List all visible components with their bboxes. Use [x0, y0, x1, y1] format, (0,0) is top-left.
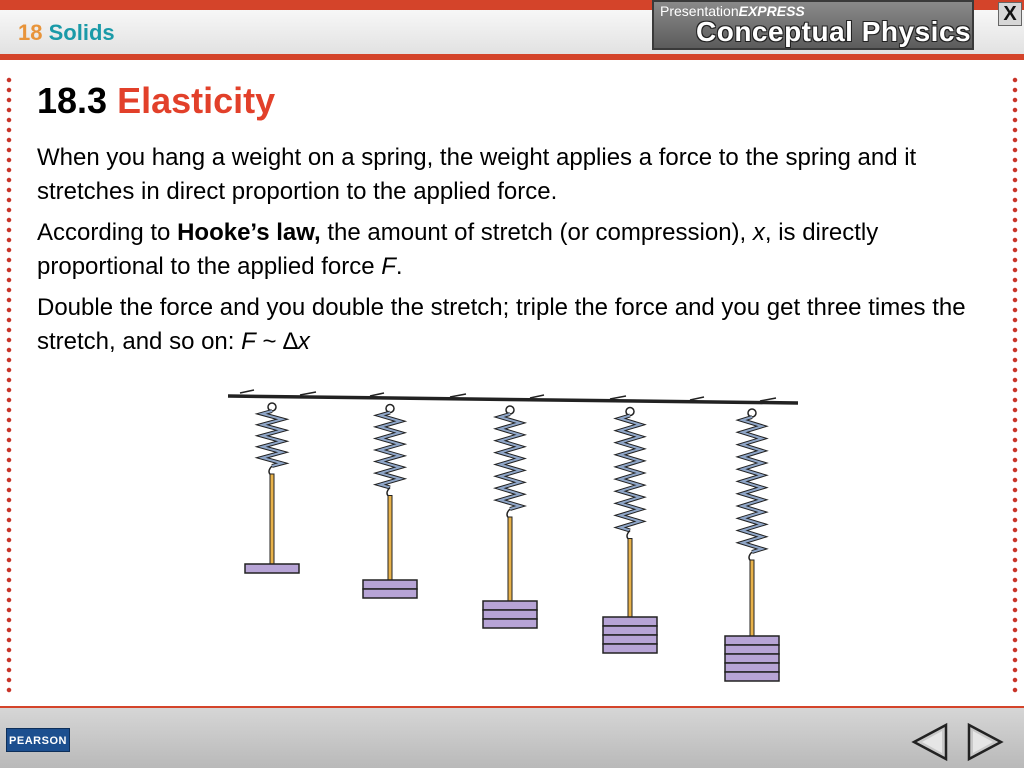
p2-text-b: the amount of stretch (or compression),: [320, 219, 753, 246]
paragraph-1: When you hang a weight on a spring, the weight applies a force to the spring and it stretches in direct proportion to the applied force.: [37, 144, 917, 205]
next-slide-icon[interactable]: [965, 722, 1005, 762]
hanger-rod: [628, 539, 632, 618]
header-bottom-stripe: [0, 54, 1024, 60]
p2-text-d: .: [395, 253, 403, 280]
spring-coil: [500, 414, 520, 509]
weight-plate: [603, 617, 657, 626]
spring-assembly-4: [603, 408, 657, 654]
spring-assembly-1: [245, 403, 299, 573]
chapter-name: Solids: [48, 20, 115, 45]
brand-subtitle-bold: EXPRESS: [738, 3, 805, 19]
weight-plate: [725, 663, 779, 672]
brand-title: Conceptual Physics: [696, 16, 972, 47]
weight-plate: [245, 564, 299, 573]
pearson-logo: PEARSON: [6, 728, 70, 752]
close-button[interactable]: X: [998, 2, 1022, 26]
section-name: Elasticity: [117, 80, 276, 121]
brand-subtitle-prefix: Presentation: [660, 3, 739, 19]
springs-group: [245, 403, 779, 681]
spring-assembly-2: [363, 405, 417, 599]
chapter-number: 18: [18, 20, 43, 45]
chapter-title: [18, 20, 115, 46]
weight-plate: [363, 580, 417, 589]
weight-plate: [483, 619, 537, 628]
spring-assembly-3: [483, 406, 537, 628]
p3-var-f: F: [241, 328, 256, 355]
paragraph-3: [37, 291, 967, 359]
header-bar: [0, 0, 1024, 62]
weight-plate: [603, 644, 657, 653]
weight-plate: [603, 626, 657, 635]
p2-text-c: , is directly proportional to the applied force: [37, 219, 879, 280]
hanger-rod: [750, 560, 754, 636]
weight-plate: [725, 636, 779, 645]
hanger-rod: [388, 496, 392, 581]
hanging-springs-illustration: [220, 383, 810, 688]
p3-symbol: ~ ∆: [255, 328, 298, 355]
weight-plate: [725, 654, 779, 663]
section-number: 18.3: [37, 80, 108, 121]
left-dotted-border: [6, 75, 12, 695]
brand-logo: [652, 0, 974, 50]
weight-plate: [725, 672, 779, 681]
footer-bar: [0, 706, 1024, 768]
weight-plate: [483, 601, 537, 610]
ceiling-beam: [228, 396, 798, 403]
p2-var-f: F: [381, 253, 396, 280]
right-dotted-border: [1012, 75, 1018, 695]
p3-text-a: Double the force and you double the stretch; triple the force and you get three times the stretch, and so on:: [37, 294, 966, 355]
spring-assembly-5: [725, 409, 779, 681]
hanger-rod: [270, 474, 274, 564]
p3-var-x: x: [297, 328, 310, 355]
weight-plate: [483, 610, 537, 619]
hanger-rod: [508, 517, 512, 601]
paragraph-2: [37, 216, 967, 284]
weight-plate: [603, 635, 657, 644]
weight-plate: [363, 589, 417, 598]
hookes-law-term: Hooke’s law,: [177, 219, 321, 246]
p2-text-a: According to: [37, 219, 178, 246]
slide-title: [37, 80, 275, 122]
p2-var-x: x: [752, 219, 765, 246]
weight-plate: [725, 645, 779, 654]
previous-slide-icon[interactable]: [910, 722, 950, 762]
